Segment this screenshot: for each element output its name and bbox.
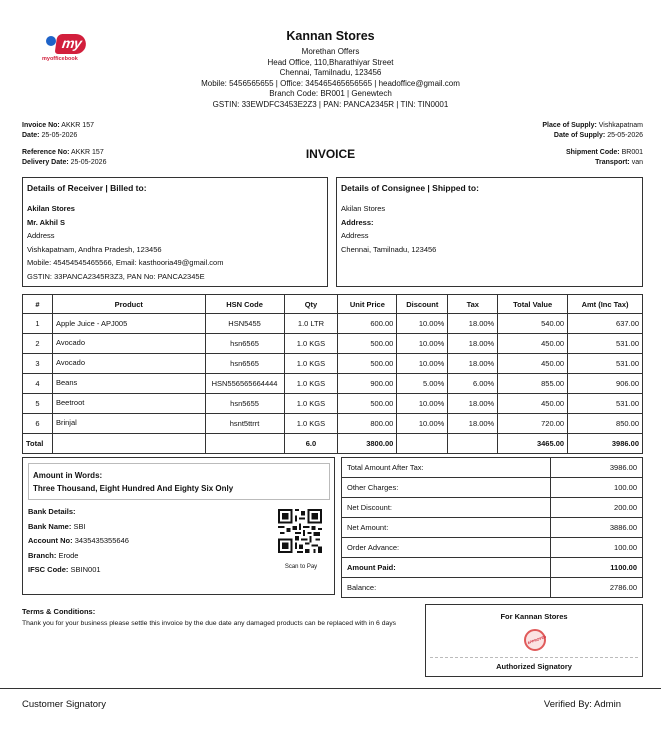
items-table: [22, 294, 643, 454]
cell-unit-price: 500.00: [338, 394, 397, 414]
cell-total-value: 450.00: [498, 354, 568, 374]
company-contact: Mobile: 5456565655 | Office: 345465465656565 | headoffice@gmail.com: [201, 78, 460, 88]
total-value: 3465.00: [498, 434, 568, 454]
col-header-index: #: [23, 295, 53, 314]
delivery-date: Delivery Date: 25-05-2026: [22, 159, 107, 166]
cell-amount-inc-tax: 850.00: [568, 414, 643, 434]
consignee-heading: Details of Consignee | Shipped to:: [341, 183, 479, 193]
signature-divider: [430, 657, 638, 658]
bank-account: Account No: 3435435355646: [28, 536, 129, 545]
receiver-address-label: Address: [27, 231, 55, 240]
stamp-text: APPROVED: [526, 634, 547, 646]
summary-label: Balance:: [342, 578, 551, 598]
summary-label: Other Charges:: [342, 478, 551, 498]
qr-scan-label: Scan to Pay: [284, 564, 318, 570]
cell-hsn: hsn6565: [205, 334, 284, 354]
cell-amount-inc-tax: 906.00: [568, 374, 643, 394]
summary-row-order-advance: [342, 538, 643, 558]
bank-branch: Branch: Erode: [28, 550, 79, 560]
cell-product: Apple Juice - APJ005: [52, 314, 205, 334]
terms-heading: Terms & Conditions:: [22, 607, 96, 616]
consignee-address: Chennai, Tamilnadu, 123456: [341, 244, 437, 254]
items-header-row: [23, 295, 643, 314]
col-header-discount: Discount: [397, 295, 448, 314]
cell-unit-price: 500.00: [338, 334, 397, 354]
table-row: [23, 394, 643, 414]
col-header-amount-inc-tax: Amt (Inc Tax): [568, 295, 643, 314]
summary-value: 2786.00: [551, 578, 643, 598]
receiver-company: Akilan Stores: [27, 204, 75, 213]
cell-discount: 10.00%: [397, 354, 448, 374]
cell-tax: 18.00%: [448, 394, 498, 414]
cell-tax: 18.00%: [448, 354, 498, 374]
summary-label: Order Advance:: [342, 538, 551, 558]
cell-total-value: 540.00: [498, 314, 568, 334]
summary-label: Net Amount:: [342, 518, 551, 538]
receiver-person: Mr. Akhil S: [27, 217, 66, 227]
cell-total-value: 450.00: [498, 394, 568, 414]
verified-by: Verified By: Admin: [543, 699, 621, 710]
consignee-address-label: Address:: [341, 217, 374, 227]
cell-qty: 1.0 KGS: [284, 374, 338, 394]
cell-product: Brinjal: [52, 414, 205, 434]
summary-value: 100.00: [551, 478, 643, 498]
amount-in-words-box: [28, 463, 330, 500]
invoice-title: INVOICE: [305, 147, 356, 161]
invoice-meta-right-bottom: [566, 148, 643, 168]
cell-discount: 10.00%: [397, 414, 448, 434]
consignee-company: Akilan Stores: [341, 204, 386, 213]
cell-total-value: 720.00: [498, 414, 568, 434]
table-row: [23, 374, 643, 394]
table-row: [23, 314, 643, 334]
col-header-hsn: HSN Code: [205, 295, 284, 314]
cell-product: Avocado: [52, 334, 205, 354]
summary-row-other-charges: [342, 478, 643, 498]
cell-index: 3: [23, 354, 53, 374]
cell-unit-price: 600.00: [338, 314, 397, 334]
cell-unit-price: 900.00: [338, 374, 397, 394]
terms-text: Thank you for your business please settle this invoice by the due date any damaged products can be replaced with in 6 days: [22, 620, 397, 627]
cell-total-value: 450.00: [498, 334, 568, 354]
cell-qty: 1.0 LTR: [284, 314, 338, 334]
consignee-address-line: Address: [341, 231, 369, 240]
amount-summary-table: [341, 457, 643, 598]
summary-row-balance: [342, 578, 643, 598]
cell-amount-inc-tax: 531.00: [568, 334, 643, 354]
cell-hsn: hsn5655: [205, 394, 284, 414]
invoice-number: Invoice No: AKKR 157: [22, 122, 94, 129]
summary-row-net-amount: [342, 518, 643, 538]
receiver-tax-ids: GSTIN: 33PANCA2345R3Z3, PAN No: PANCA2345E: [27, 271, 205, 281]
cell-unit-price: 800.00: [338, 414, 397, 434]
receiver-contact: Mobile: 45454545465566, Email: kasthooria49@gmail.com: [27, 258, 224, 267]
logo-brand-text: myofficebook: [42, 56, 78, 62]
date-of-supply: Date of Supply: 25-05-2026: [553, 132, 643, 139]
cell-tax: 18.00%: [448, 314, 498, 334]
total-amount-inc-tax: 3986.00: [568, 434, 643, 454]
amount-in-words-value: Three Thousand, Eight Hundred And Eighty Six Only: [33, 484, 234, 493]
bank-ifsc: IFSC Code: SBIN001: [28, 565, 101, 574]
summary-value: 3886.00: [551, 518, 643, 538]
summary-value: 100.00: [551, 538, 643, 558]
cell-discount: 10.00%: [397, 394, 448, 414]
cell-discount: 5.00%: [397, 374, 448, 394]
total-qty: 6.0: [284, 434, 338, 454]
qr-code-icon[interactable]: [278, 509, 322, 553]
logo-mark-text: my: [61, 35, 83, 51]
total-product: [52, 434, 205, 454]
table-row: [23, 414, 643, 434]
cell-qty: 1.0 KGS: [284, 354, 338, 374]
table-row: [23, 354, 643, 374]
cell-discount: 10.00%: [397, 314, 448, 334]
items-total-row: [23, 434, 643, 454]
invoice-date: Date: 25-05-2026: [22, 132, 78, 139]
receiver-details-box: [22, 177, 328, 287]
col-header-tax: Tax: [448, 295, 498, 314]
cell-unit-price: 500.00: [338, 354, 397, 374]
bank-name: Bank Name: SBI: [28, 521, 86, 531]
summary-value: 3986.00: [551, 458, 643, 478]
summary-label: Total Amount After Tax:: [342, 458, 551, 478]
receiver-address: Vishkapatnam, Andhra Pradesh, 123456: [27, 244, 162, 254]
company-header: [0, 28, 661, 111]
cell-index: 2: [23, 334, 53, 354]
cell-product: Beetroot: [52, 394, 205, 414]
terms-and-conditions: [22, 606, 402, 629]
cell-hsn: HSN556565664444: [205, 374, 284, 394]
summary-value: 200.00: [551, 498, 643, 518]
payment-info-box: [22, 457, 335, 595]
company-tax-ids: GSTIN: 33EWDFC3453E2Z3 | PAN: PANCA2345R | TIN: TIN0001: [212, 99, 449, 109]
col-header-total-value: Total Value: [498, 295, 568, 314]
company-city: Chennai, Tamilnadu, 123456: [279, 68, 382, 78]
shipment-code: Shipment Code: BR001: [565, 149, 643, 156]
signatory-for-label: For Kannan Stores: [500, 612, 568, 621]
cell-discount: 10.00%: [397, 334, 448, 354]
company-name: Kannan Stores: [286, 29, 375, 43]
table-row: [23, 334, 643, 354]
company-office-address: Head Office, 110,Bharathiyar Street: [267, 57, 394, 67]
authorized-signatory-label: Authorized Signatory: [496, 662, 572, 671]
summary-row-total-after-tax: [342, 458, 643, 478]
cell-amount-inc-tax: 637.00: [568, 314, 643, 334]
total-tax: [448, 434, 498, 454]
cell-index: 4: [23, 374, 53, 394]
cell-index: 5: [23, 394, 53, 414]
cell-tax: 6.00%: [448, 374, 498, 394]
summary-label: Net Discount:: [342, 498, 551, 518]
cell-index: 6: [23, 414, 53, 434]
col-header-unit-price: Unit Price: [338, 295, 397, 314]
cell-qty: 1.0 KGS: [284, 414, 338, 434]
col-header-qty: Qty: [284, 295, 338, 314]
cell-tax: 18.00%: [448, 334, 498, 354]
company-tagline: Morethan Offers: [301, 47, 360, 56]
cell-tax: 18.00%: [448, 414, 498, 434]
total-label: Total: [23, 434, 53, 454]
summary-value: 1100.00: [551, 558, 643, 578]
cell-hsn: hsnt5ttrrt: [205, 414, 284, 434]
amount-in-words-label: Amount in Words:: [33, 471, 103, 480]
footer-divider: [0, 688, 661, 689]
summary-row-amount-paid: [342, 558, 643, 578]
cell-product: Avocado: [52, 354, 205, 374]
total-unit-price: 3800.00: [338, 434, 397, 454]
reference-number: Reference No: AKKR 157: [22, 149, 104, 156]
cell-total-value: 855.00: [498, 374, 568, 394]
transport: Transport: van: [595, 159, 643, 166]
company-branch: Branch Code: BR001 | Genewtech: [269, 89, 392, 99]
consignee-details-box: [336, 177, 643, 287]
cell-hsn: hsn6565: [205, 354, 284, 374]
invoice-meta-left-top: [22, 121, 94, 141]
cell-amount-inc-tax: 531.00: [568, 394, 643, 414]
cell-qty: 1.0 KGS: [284, 394, 338, 414]
cell-product: Beans: [52, 374, 205, 394]
summary-label: Amount Paid:: [342, 558, 551, 578]
total-hsn: [205, 434, 284, 454]
customer-signatory: Customer Signatory: [22, 699, 106, 710]
total-discount: [397, 434, 448, 454]
place-of-supply: Place of Supply: Vishkapatnam: [542, 122, 643, 129]
summary-row-net-discount: [342, 498, 643, 518]
cell-qty: 1.0 KGS: [284, 334, 338, 354]
bank-details: [28, 505, 129, 578]
signatory-box: [425, 604, 643, 677]
cell-amount-inc-tax: 531.00: [568, 354, 643, 374]
col-header-product: Product: [52, 295, 205, 314]
approved-stamp-icon: [524, 629, 546, 651]
cell-hsn: HSN5455: [205, 314, 284, 334]
cell-index: 1: [23, 314, 53, 334]
bank-details-heading: Bank Details:: [28, 507, 76, 516]
receiver-heading: Details of Receiver | Billed to:: [27, 183, 147, 193]
invoice-meta-right-top: [542, 121, 643, 141]
